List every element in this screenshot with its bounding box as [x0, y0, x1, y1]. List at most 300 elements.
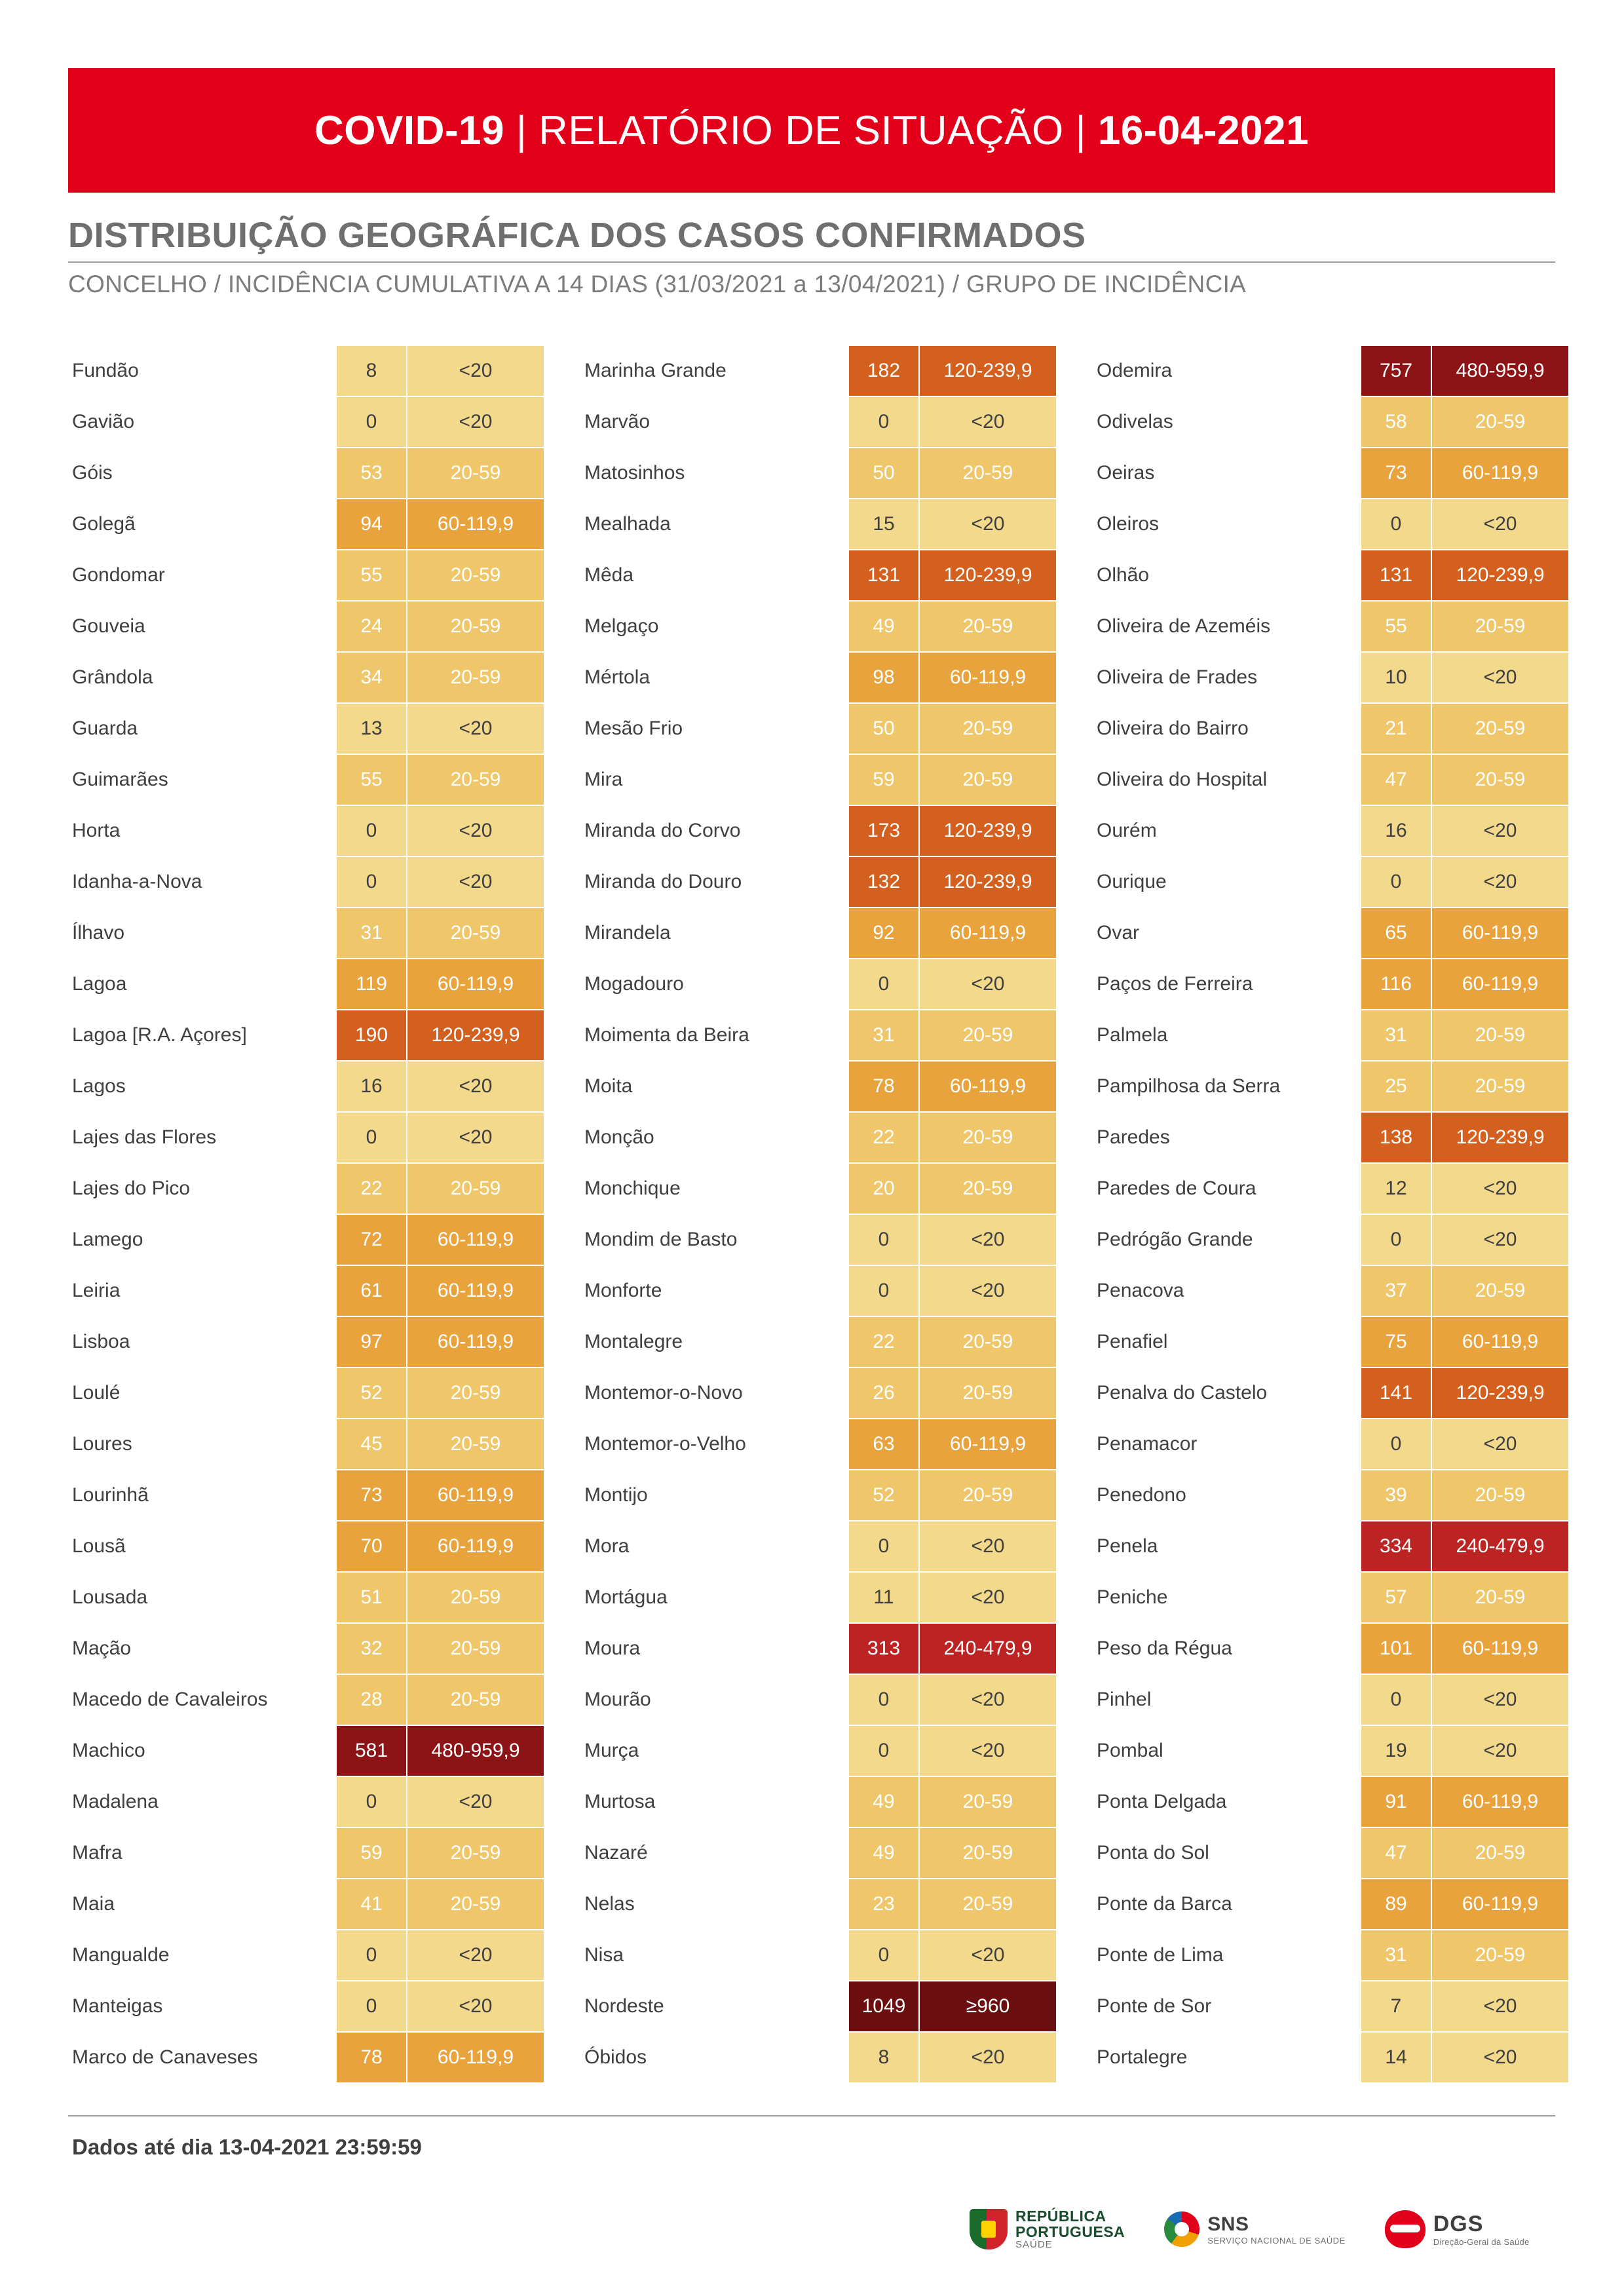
incidence-value: 45: [337, 1419, 406, 1469]
table-row: [580, 1521, 1056, 1571]
incidence-value: 34: [337, 653, 406, 702]
incidence-value: 25: [1361, 1062, 1431, 1111]
municipality-name: Oliveira de Azeméis: [1097, 615, 1271, 638]
municipality-name: Óbidos: [584, 2046, 647, 2069]
incidence-value: 0: [849, 959, 918, 1009]
portugal-shield-icon: [970, 2209, 1008, 2249]
incidence-group: 60-119,9: [1431, 1777, 1568, 1827]
incidence-value: 0: [849, 1215, 918, 1265]
table-row: [1093, 857, 1568, 907]
incidence-value: 37: [1361, 1266, 1431, 1316]
incidence-value: 1049: [849, 1981, 918, 2031]
municipality-name: Portalegre: [1097, 2046, 1188, 2069]
table-row: [1093, 1777, 1568, 1827]
table-row: [1093, 1726, 1568, 1776]
incidence-value: 0: [337, 397, 406, 447]
incidence-value: 0: [1361, 857, 1431, 907]
incidence-group: <20: [406, 1930, 544, 1980]
table-row: [68, 1930, 544, 1980]
incidence-value: 138: [1361, 1113, 1431, 1162]
table-row: [580, 1981, 1056, 2031]
incidence-value: 101: [1361, 1624, 1431, 1674]
incidence-group: <20: [1431, 806, 1568, 856]
incidence-group: 20-59: [918, 755, 1056, 805]
dgs-emblem-icon: [1385, 2210, 1426, 2248]
table-row: [580, 1317, 1056, 1367]
municipality-name: Oliveira do Bairro: [1097, 718, 1249, 740]
table-row: [68, 1113, 544, 1162]
municipality-name: Mourão: [584, 1689, 651, 1711]
incidence-value: 49: [849, 602, 918, 651]
municipality-name: Pombal: [1097, 1740, 1163, 1762]
municipality-name: Lourinhã: [72, 1484, 149, 1506]
incidence-group: 20-59: [918, 602, 1056, 651]
incidence-value: 55: [337, 550, 406, 600]
incidence-group: 20-59: [406, 602, 544, 651]
municipality-name: Monforte: [584, 1280, 662, 1302]
incidence-group: <20: [406, 806, 544, 856]
table-row: [1093, 2033, 1568, 2082]
incidence-value: 119: [337, 959, 406, 1009]
table-row: [1093, 1981, 1568, 2031]
incidence-value: 72: [337, 1215, 406, 1265]
table-row: [68, 1573, 544, 1622]
logo-republica-portuguesa: [970, 2208, 1125, 2250]
incidence-value: 50: [849, 448, 918, 498]
incidence-group: <20: [918, 1573, 1056, 1622]
incidence-value: 49: [849, 1828, 918, 1878]
table-row: [580, 1726, 1056, 1776]
incidence-value: 78: [849, 1062, 918, 1111]
incidence-group: 20-59: [918, 1368, 1056, 1418]
table-row: [68, 448, 544, 498]
incidence-value: 313: [849, 1624, 918, 1674]
incidence-group: <20: [406, 1113, 544, 1162]
table-column-3: [1093, 346, 1568, 2084]
municipality-name: Oliveira do Hospital: [1097, 769, 1268, 791]
incidence-group: <20: [918, 1215, 1056, 1265]
municipality-name: Horta: [72, 820, 121, 842]
incidence-value: 0: [337, 806, 406, 856]
incidence-value: 15: [849, 499, 918, 549]
municipality-name: Lagos: [72, 1075, 126, 1098]
municipality-name: Mogadouro: [584, 973, 684, 995]
table-row: [1093, 602, 1568, 651]
municipality-name: Monchique: [584, 1177, 681, 1200]
municipality-name: Peso da Régua: [1097, 1637, 1232, 1660]
table-row: [68, 1726, 544, 1776]
incidence-group: 20-59: [1431, 1828, 1568, 1878]
municipality-name: Gouveia: [72, 615, 145, 638]
incidence-value: 0: [849, 1675, 918, 1725]
logo-sns: [1164, 2211, 1345, 2247]
incidence-group: <20: [406, 1062, 544, 1111]
incidence-group: 60-119,9: [918, 653, 1056, 702]
incidence-group: 20-59: [1431, 755, 1568, 805]
municipality-name: Miranda do Douro: [584, 871, 742, 893]
incidence-value: 190: [337, 1010, 406, 1060]
table-row: [580, 908, 1056, 958]
incidence-group: 60-119,9: [1431, 959, 1568, 1009]
municipality-name: Penela: [1097, 1535, 1158, 1558]
incidence-group: <20: [406, 346, 544, 396]
municipality-name: Golegã: [72, 513, 136, 535]
incidence-group: 20-59: [1431, 704, 1568, 754]
table-row: [580, 346, 1056, 396]
table-row: [1093, 1573, 1568, 1622]
municipality-name: Moimenta da Beira: [584, 1024, 749, 1046]
incidence-group: 60-119,9: [406, 1521, 544, 1571]
incidence-value: 10: [1361, 653, 1431, 702]
dgs-fullname: Direção-Geral da Saúde: [1433, 2237, 1530, 2248]
table-row: [68, 1419, 544, 1469]
incidence-value: 39: [1361, 1470, 1431, 1520]
incidence-value: 98: [849, 653, 918, 702]
incidence-group: 20-59: [1431, 1010, 1568, 1060]
municipality-name: Penafiel: [1097, 1331, 1168, 1353]
incidence-value: 0: [1361, 1419, 1431, 1469]
municipality-name: Paredes: [1097, 1126, 1170, 1149]
table-row: [1093, 550, 1568, 600]
incidence-value: 19: [1361, 1726, 1431, 1776]
table-row: [68, 908, 544, 958]
table-row: [580, 1777, 1056, 1827]
table-row: [1093, 1368, 1568, 1418]
municipality-name: Moura: [584, 1637, 641, 1660]
incidence-value: 50: [849, 704, 918, 754]
incidence-group: 20-59: [406, 653, 544, 702]
municipality-name: Mealhada: [584, 513, 671, 535]
incidence-value: 92: [849, 908, 918, 958]
incidence-group: 20-59: [918, 1317, 1056, 1367]
incidence-value: 16: [337, 1062, 406, 1111]
incidence-group: <20: [1431, 499, 1568, 549]
table-row: [68, 1062, 544, 1111]
incidence-value: 0: [849, 1266, 918, 1316]
table-row: [68, 397, 544, 447]
municipality-name: Penamacor: [1097, 1433, 1198, 1455]
municipality-name: Murtosa: [584, 1791, 656, 1813]
table-row: [580, 499, 1056, 549]
table-row: [68, 1521, 544, 1571]
municipality-name: Góis: [72, 462, 113, 484]
incidence-value: 63: [849, 1419, 918, 1469]
title-divider: [68, 261, 1555, 263]
incidence-group: 20-59: [406, 1368, 544, 1418]
incidence-value: 31: [849, 1010, 918, 1060]
incidence-group: 60-119,9: [1431, 1317, 1568, 1367]
footer-divider: [68, 2115, 1555, 2116]
municipality-name: Loulé: [72, 1382, 121, 1404]
incidence-group: 120-239,9: [918, 550, 1056, 600]
incidence-value: 52: [337, 1368, 406, 1418]
incidence-group: <20: [1431, 857, 1568, 907]
table-row: [68, 1981, 544, 2031]
incidence-group: 20-59: [1431, 602, 1568, 651]
incidence-value: 65: [1361, 908, 1431, 958]
incidence-group: 20-59: [406, 1624, 544, 1674]
table-row: [580, 602, 1056, 651]
incidence-value: 24: [337, 602, 406, 651]
municipality-name: Fundão: [72, 360, 139, 382]
municipality-name: Ponta Delgada: [1097, 1791, 1227, 1813]
incidence-value: 334: [1361, 1521, 1431, 1571]
incidence-group: 20-59: [1431, 1573, 1568, 1622]
municipality-name: Lajes do Pico: [72, 1177, 191, 1200]
incidence-value: 59: [849, 755, 918, 805]
incidence-value: 0: [337, 1981, 406, 2031]
municipality-name: Pedrógão Grande: [1097, 1229, 1253, 1251]
incidence-group: 60-119,9: [406, 1317, 544, 1367]
table-row: [68, 1010, 544, 1060]
table-row: [68, 1675, 544, 1725]
incidence-value: 131: [1361, 550, 1431, 600]
incidence-group: <20: [1431, 1419, 1568, 1469]
incidence-value: 47: [1361, 1828, 1431, 1878]
logo-line-2: PORTUGUESA: [1015, 2223, 1125, 2241]
incidence-group: 20-59: [406, 1573, 544, 1622]
banner-title: [314, 107, 1309, 154]
table-row: [1093, 1113, 1568, 1162]
municipality-name: Melgaço: [584, 615, 659, 638]
incidence-group: 120-239,9: [918, 857, 1056, 907]
municipality-name: Mação: [72, 1637, 132, 1660]
incidence-group: 60-119,9: [406, 2033, 544, 2082]
incidence-value: 53: [337, 448, 406, 498]
incidence-group: 60-119,9: [1431, 448, 1568, 498]
table-row: [68, 1470, 544, 1520]
table-row: [68, 755, 544, 805]
incidence-value: 22: [849, 1317, 918, 1367]
table-row: [68, 1777, 544, 1827]
incidence-value: 22: [337, 1164, 406, 1214]
page-subtitle: CONCELHO / INCIDÊNCIA CUMULATIVA A 14 DIAS (31/03/2021 a 13/04/2021) / GRUPO DE INCIDÊNCIA: [68, 271, 1247, 298]
incidence-group: 20-59: [918, 1777, 1056, 1827]
table-row: [1093, 1010, 1568, 1060]
municipality-name: Mira: [584, 769, 623, 791]
table-row: [580, 755, 1056, 805]
incidence-group: 20-59: [918, 1828, 1056, 1878]
incidence-value: 91: [1361, 1777, 1431, 1827]
table-row: [68, 602, 544, 651]
logo-line-1: REPÚBLICA: [1015, 2208, 1106, 2225]
incidence-group: <20: [1431, 1164, 1568, 1214]
table-row: [68, 1879, 544, 1929]
municipality-name: Ílhavo: [72, 922, 125, 944]
incidence-group: 20-59: [918, 1879, 1056, 1929]
incidence-group: ≥960: [918, 1981, 1056, 2031]
incidence-value: 73: [1361, 448, 1431, 498]
incidence-group: <20: [406, 1777, 544, 1827]
incidence-value: 12: [1361, 1164, 1431, 1214]
table-row: [68, 550, 544, 600]
incidence-group: 240-479,9: [1431, 1521, 1568, 1571]
municipality-name: Pinhel: [1097, 1689, 1152, 1711]
incidence-group: 60-119,9: [406, 1470, 544, 1520]
incidence-group: 120-239,9: [918, 346, 1056, 396]
incidence-value: 22: [849, 1113, 918, 1162]
table-row: [1093, 1062, 1568, 1111]
incidence-group: 20-59: [1431, 1470, 1568, 1520]
incidence-value: 0: [1361, 1215, 1431, 1265]
incidence-value: 49: [849, 1777, 918, 1827]
incidence-value: 75: [1361, 1317, 1431, 1367]
incidence-group: 20-59: [918, 1164, 1056, 1214]
municipality-table: [68, 346, 1568, 2084]
banner-date: 16-04-2021: [1097, 107, 1309, 153]
municipality-name: Ponte de Sor: [1097, 1995, 1212, 2018]
incidence-group: <20: [918, 397, 1056, 447]
incidence-value: 13: [337, 704, 406, 754]
municipality-name: Marco de Canaveses: [72, 2046, 258, 2069]
municipality-name: Montalegre: [584, 1331, 683, 1353]
incidence-group: <20: [406, 704, 544, 754]
table-row: [580, 1419, 1056, 1469]
sns-circle-icon: [1164, 2211, 1199, 2247]
incidence-value: 97: [337, 1317, 406, 1367]
table-row: [1093, 1828, 1568, 1878]
incidence-value: 0: [1361, 1675, 1431, 1725]
municipality-name: Maia: [72, 1893, 115, 1915]
banner-prefix: COVID-19: [314, 107, 504, 153]
incidence-value: 20: [849, 1164, 918, 1214]
table-row: [68, 499, 544, 549]
incidence-value: 8: [337, 346, 406, 396]
incidence-value: 0: [849, 397, 918, 447]
table-row: [580, 1215, 1056, 1265]
incidence-value: 0: [849, 1930, 918, 1980]
incidence-value: 0: [337, 857, 406, 907]
municipality-name: Gavião: [72, 411, 135, 433]
incidence-group: 20-59: [1431, 397, 1568, 447]
table-row: [580, 1675, 1056, 1725]
incidence-value: 16: [1361, 806, 1431, 856]
incidence-value: 31: [337, 908, 406, 958]
table-row: [580, 1828, 1056, 1878]
municipality-name: Mafra: [72, 1842, 123, 1864]
table-row: [68, 1215, 544, 1265]
incidence-group: 60-119,9: [406, 1215, 544, 1265]
municipality-name: Grândola: [72, 666, 153, 689]
municipality-name: Manteigas: [72, 1995, 163, 2018]
municipality-name: Moita: [584, 1075, 633, 1098]
municipality-name: Penalva do Castelo: [1097, 1382, 1268, 1404]
municipality-name: Lamego: [72, 1229, 143, 1251]
footer-logos: [970, 2208, 1530, 2250]
table-row: [1093, 1930, 1568, 1980]
incidence-value: 173: [849, 806, 918, 856]
table-row: [580, 1164, 1056, 1214]
table-row: [1093, 499, 1568, 549]
incidence-group: 120-239,9: [918, 806, 1056, 856]
table-row: [580, 2033, 1056, 2082]
incidence-group: <20: [918, 499, 1056, 549]
incidence-group: 20-59: [406, 755, 544, 805]
table-column-1: [68, 346, 544, 2084]
municipality-name: Lousada: [72, 1586, 148, 1609]
municipality-name: Oleiros: [1097, 513, 1160, 535]
incidence-value: 70: [337, 1521, 406, 1571]
incidence-group: 60-119,9: [1431, 908, 1568, 958]
incidence-value: 73: [337, 1470, 406, 1520]
incidence-group: 20-59: [406, 448, 544, 498]
incidence-group: <20: [406, 1981, 544, 2031]
municipality-name: Nordeste: [584, 1995, 664, 2018]
incidence-value: 0: [1361, 499, 1431, 549]
incidence-group: <20: [918, 1521, 1056, 1571]
incidence-group: 120-239,9: [1431, 550, 1568, 600]
incidence-group: <20: [406, 397, 544, 447]
incidence-value: 52: [849, 1470, 918, 1520]
table-row: [580, 806, 1056, 856]
incidence-value: 55: [1361, 602, 1431, 651]
logo-line-3: SAÚDE: [1015, 2239, 1053, 2251]
municipality-name: Guarda: [72, 718, 138, 740]
municipality-name: Monção: [584, 1126, 654, 1149]
sns-acronym: SNS: [1207, 2213, 1249, 2235]
municipality-name: Idanha-a-Nova: [72, 871, 202, 893]
table-row: [68, 1368, 544, 1418]
municipality-name: Machico: [72, 1740, 145, 1762]
incidence-group: <20: [918, 959, 1056, 1009]
table-row: [580, 550, 1056, 600]
table-row: [1093, 755, 1568, 805]
incidence-group: 20-59: [406, 1419, 544, 1469]
table-row: [580, 1113, 1056, 1162]
incidence-group: <20: [918, 1726, 1056, 1776]
incidence-value: 757: [1361, 346, 1431, 396]
municipality-name: Matosinhos: [584, 462, 685, 484]
table-column-2: [580, 346, 1056, 2084]
municipality-name: Penacova: [1097, 1280, 1184, 1302]
municipality-name: Nazaré: [584, 1842, 648, 1864]
incidence-group: 120-239,9: [406, 1010, 544, 1060]
incidence-value: 61: [337, 1266, 406, 1316]
table-row: [580, 959, 1056, 1009]
incidence-group: <20: [1431, 1675, 1568, 1725]
table-row: [1093, 1879, 1568, 1929]
incidence-value: 23: [849, 1879, 918, 1929]
municipality-name: Mirandela: [584, 922, 671, 944]
table-row: [580, 1010, 1056, 1060]
incidence-group: 480-959,9: [406, 1726, 544, 1776]
incidence-group: 60-119,9: [918, 1062, 1056, 1111]
banner-sep-1: |: [504, 107, 539, 153]
table-row: [580, 1368, 1056, 1418]
table-row: [580, 1266, 1056, 1316]
table-row: [68, 1317, 544, 1367]
municipality-name: Marinha Grande: [584, 360, 727, 382]
table-row: [68, 653, 544, 702]
title-block: [68, 216, 1555, 298]
page-title: DISTRIBUIÇÃO GEOGRÁFICA DOS CASOS CONFIRMADOS: [68, 216, 1086, 255]
incidence-group: 20-59: [406, 1879, 544, 1929]
sns-fullname: SERVIÇO NACIONAL DE SAÚDE: [1207, 2235, 1346, 2246]
table-row: [68, 704, 544, 754]
incidence-value: 94: [337, 499, 406, 549]
incidence-group: <20: [1431, 2033, 1568, 2082]
table-row: [1093, 908, 1568, 958]
table-row: [580, 1930, 1056, 1980]
incidence-group: 60-119,9: [918, 1419, 1056, 1469]
incidence-value: 47: [1361, 755, 1431, 805]
municipality-name: Lagoa [R.A. Açores]: [72, 1024, 247, 1046]
municipality-name: Odemira: [1097, 360, 1173, 382]
incidence-group: 20-59: [406, 1675, 544, 1725]
table-row: [580, 448, 1056, 498]
incidence-value: 0: [337, 1930, 406, 1980]
table-row: [580, 704, 1056, 754]
